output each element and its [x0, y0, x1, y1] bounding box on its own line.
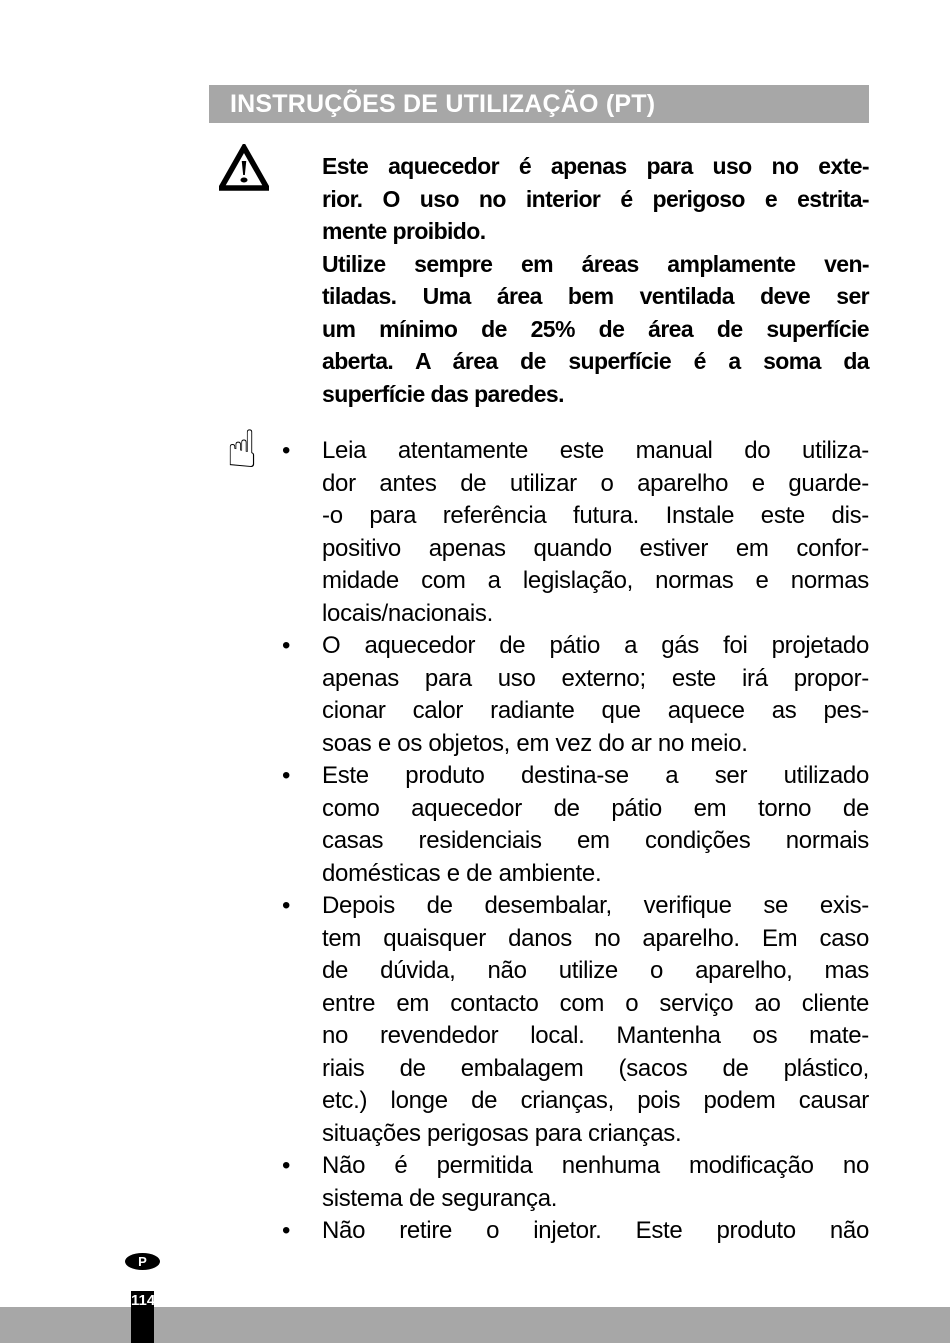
text-line: soas e os objetos, em vez do ar no meio.	[322, 729, 748, 757]
text-line: no revendedor local. Mantenha os mate-	[322, 1022, 869, 1049]
warning-triangle-icon	[219, 144, 269, 192]
text-line	[282, 890, 869, 923]
text-line: aberta. A área de superfície é a soma da	[322, 348, 869, 374]
text-line	[282, 1215, 869, 1248]
section-title: INSTRUÇÕES DE UTILIZAÇÃO (PT)	[230, 89, 656, 118]
line-text: Não é permitida nenhuma modificação no	[322, 1152, 869, 1179]
text-line: como aquecedor de pátio em torno de	[322, 794, 869, 822]
list-item	[282, 435, 869, 630]
warning-text-block	[322, 150, 869, 410]
text-line: casas residenciais em condições normais	[322, 827, 869, 854]
text-line: apenas para uso externo; este irá propor-	[322, 664, 869, 692]
list-item	[282, 1215, 869, 1248]
text-line	[282, 1150, 869, 1183]
text-line: tiladas. Uma área bem ventilada deve ser	[322, 283, 869, 309]
bullet-marker: •	[282, 1217, 291, 1244]
pointing-hand-icon: ☝	[226, 420, 258, 480]
text-line: Este aquecedor é apenas para uso no exte-	[322, 153, 869, 179]
line-text: O aquecedor de pátio a gás foi projetado	[322, 632, 869, 659]
text-line: tem quaisquer danos no aparelho. Em caso	[322, 924, 869, 952]
text-line: locais/nacionais.	[322, 599, 493, 627]
list-item	[282, 1150, 869, 1215]
section-header-bar	[209, 85, 869, 123]
text-line: de dúvida, não utilize o aparelho, mas	[322, 957, 869, 984]
text-line: etc.) longe de crianças, pois podem causar	[322, 1087, 869, 1114]
line-text: Leia atentamente este manual do utiliza-	[322, 437, 869, 464]
text-line: riais de embalagem (sacos de plástico,	[322, 1054, 869, 1082]
text-line	[282, 435, 869, 468]
bullet-marker: •	[282, 892, 291, 919]
text-line: mente proibido.	[322, 218, 486, 244]
text-line: cionar calor radiante que aquece as pes-	[322, 697, 869, 724]
line-text: Depois de desembalar, verifique se exis-	[322, 892, 869, 919]
text-line: superfície das paredes.	[322, 380, 564, 407]
text-line: um mínimo de 25% de área de superfície	[322, 315, 869, 342]
line-text: Este produto destina-se a ser utilizado	[322, 762, 869, 789]
text-line: dor antes de utilizar o aparelho e guarde-	[322, 469, 869, 497]
text-line: -o para referência futura. Instale este dis-	[322, 502, 869, 529]
text-line: sistema de segurança.	[322, 1184, 558, 1212]
bullet-marker: •	[282, 762, 291, 789]
page-number: 114	[131, 1292, 156, 1309]
bullet-marker: •	[282, 1152, 291, 1179]
text-line: domésticas e de ambiente.	[322, 859, 602, 887]
text-line: positivo apenas quando estiver em confor-	[322, 534, 869, 562]
bullet-list	[282, 435, 869, 1248]
bullet-marker: •	[282, 632, 291, 659]
text-line: entre em contacto com o serviço ao cliente	[322, 989, 869, 1017]
text-line: rior. O uso no interior é perigoso e estrita-	[322, 185, 869, 212]
body-text-column	[282, 150, 869, 1248]
page-number-tab	[131, 1291, 154, 1343]
text-line	[282, 760, 869, 793]
language-badge: P	[125, 1253, 160, 1270]
list-item	[282, 760, 869, 890]
text-line: Utilize sempre em áreas amplamente ven-	[322, 250, 869, 277]
bullet-marker: •	[282, 437, 291, 464]
list-item	[282, 630, 869, 760]
list-item	[282, 890, 869, 1150]
text-line	[282, 630, 869, 663]
text-line: situações perigosas para crianças.	[322, 1119, 682, 1147]
text-line: midade com a legislação, normas e normas	[322, 567, 869, 594]
line-text: Não retire o injetor. Este produto não	[322, 1217, 869, 1244]
